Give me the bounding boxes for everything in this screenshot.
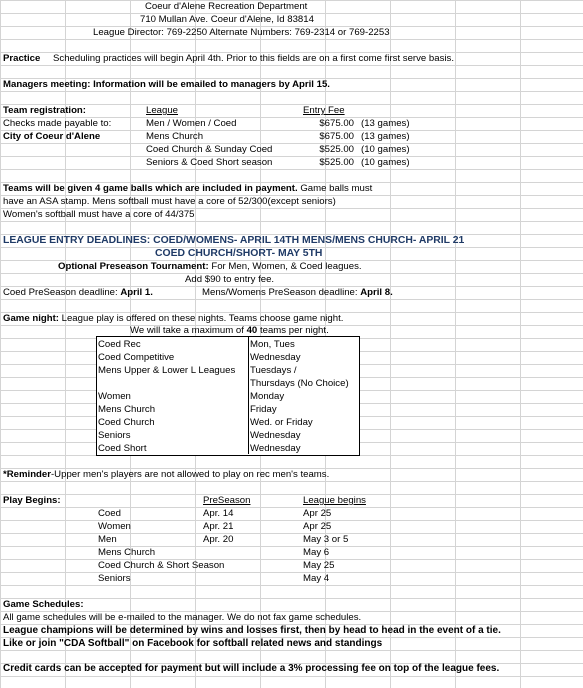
night-league: Women [98,391,131,402]
coed-deadline-date: April 1. [120,287,153,298]
play-pre: Apr. 14 [203,508,234,519]
play-pre: Apr. 20 [203,534,234,545]
night-league: Coed Competitive [98,352,175,363]
preseason-title-rest: For Men, Women, & Coed leagues. [211,261,362,272]
night-league: Mens Upper & Lower L Leagues [98,365,236,376]
play-league: Mens Church [98,547,156,558]
max-teams-num: 40 [246,325,258,336]
balls-bold: Teams will be given 4 game balls which are included in payment. [3,183,298,194]
reg-league: Mens Church [146,131,204,142]
reminder-bold: *Reminder [3,469,51,480]
credit-card-note: Credit cards can be accepted for payment but will include a 3% processing fee on top of the league fees. [3,663,500,674]
night-day: Mon, Tues [250,339,295,350]
table-divider [248,337,249,454]
play-begins: May 3 or 5 [303,534,349,545]
game-night-text: League play is offered on these nights. Teams choose game night. [61,313,344,324]
reg-games: (10 games) [361,157,410,168]
play-league: Men [98,534,117,545]
preseason-title-bold: Optional Preseason Tournament: [58,261,209,272]
reg-league: Coed Church & Sunday Coed [146,144,273,155]
registration-label: Team registration: [3,105,86,116]
practice-label: Practice [3,53,41,64]
mw-deadline [202,286,393,299]
play-begins: Apr 25 [303,508,332,519]
preseason-title [58,260,362,273]
org-name: Coeur d'Alene Recreation Department [145,1,308,12]
night-league: Seniors [98,430,131,441]
managers-meeting: Managers meeting: Information will be emailed to managers by April 15. [3,79,330,90]
play-begins: May 6 [303,547,330,558]
practice-text: Scheduling practices will begin April 4th. Prior to this fields are on a first come first serve basis. [53,53,454,64]
balls-line1 [3,182,372,195]
reminder [3,468,329,481]
balls-line2: have an ASA stamp. Mens softball must have a core of 52/300(except seniors) [3,196,336,207]
play-begins-label: Play Begins: [3,495,61,506]
schedules-line2: League champions will be determined by wins and losses first, then by head to head in the event of a tie. [3,625,501,636]
director-numbers: League Director: 769-2250 Alternate Numbers: 769-2314 or 769-2253 [93,27,390,38]
reminder-rest: -Upper men's players are not allowed to play on rec men's teams. [50,469,330,480]
schedules-line3: Like or join "CDA Softball" on Facebook for softball related news and standings [3,638,383,649]
night-league: Coed Church [98,417,155,428]
play-league: Seniors [98,573,131,584]
play-league: Women [98,521,131,532]
reg-fee: $675.00 [319,131,354,142]
play-league: Coed [98,508,121,519]
night-day: Wednesday [250,430,301,441]
play-begins: May 25 [303,560,335,571]
reg-games: (13 games) [361,131,410,142]
night-day: Wednesday [250,443,301,454]
fee-header: Entry Fee [303,105,345,116]
play-begins: May 4 [303,573,330,584]
coed-deadline-label: Coed PreSeason deadline: [3,287,118,298]
reg-league: Seniors & Coed Short season [146,157,273,168]
payable-label: Checks made payable to: [3,118,112,129]
balls-rest: Game balls must [300,183,373,194]
play-league: Coed Church & Short Season [98,560,225,571]
reg-league: Men / Women / Coed [146,118,237,129]
deadlines-line1: LEAGUE ENTRY DEADLINES: COED/WOMENS- APRIL 14TH MENS/MENS CHURCH- APRIL 21 [3,235,465,246]
game-night-label: Game night: [3,313,59,324]
schedules-line1: All game schedules will be e-mailed to the manager. We do not fax game schedules. [3,612,362,623]
mw-deadline-date: April 8. [360,287,393,298]
balls-line3: Women's softball must have a core of 44/375 [3,209,195,220]
org-address: 710 Mullan Ave. Coeur d'Alene, Id 83814 [140,14,314,25]
league-header: League [146,105,179,116]
night-day: Monday [250,391,285,402]
reg-games: (10 games) [361,144,410,155]
night-day: Tuesdays / [250,365,297,376]
night-day: Friday [250,404,277,415]
reg-fee: $675.00 [319,118,354,129]
payable-to: City of Coeur d'Alene [3,131,101,142]
mw-deadline-label: Mens/Womens PreSeason deadline: [202,287,358,298]
night-day: Wed. or Friday [250,417,313,428]
reg-games: (13 games) [361,118,410,129]
night-league: Coed Short [98,443,147,454]
preseason-fee: Add $90 to entry fee. [185,274,275,285]
night-day: Thursdays (No Choice) [250,378,349,389]
play-begins: Apr 25 [303,521,332,532]
league-begins-header: League begins [303,495,366,506]
deadlines-line2: COED CHURCH/SHORT- MAY 5TH [155,248,323,259]
reg-fee: $525.00 [319,144,354,155]
schedules-label: Game Schedules: [3,599,84,610]
play-pre: Apr. 21 [203,521,234,532]
reg-fee: $525.00 [319,157,354,168]
coed-deadline [3,286,153,299]
night-day: Wednesday [250,352,301,363]
max-teams-pre: We will take a maximum of [130,325,244,336]
night-league: Mens Church [98,404,156,415]
max-teams-post: teams per night. [259,325,329,336]
night-league: Coed Rec [98,339,141,350]
preseason-header: PreSeason [203,495,251,506]
